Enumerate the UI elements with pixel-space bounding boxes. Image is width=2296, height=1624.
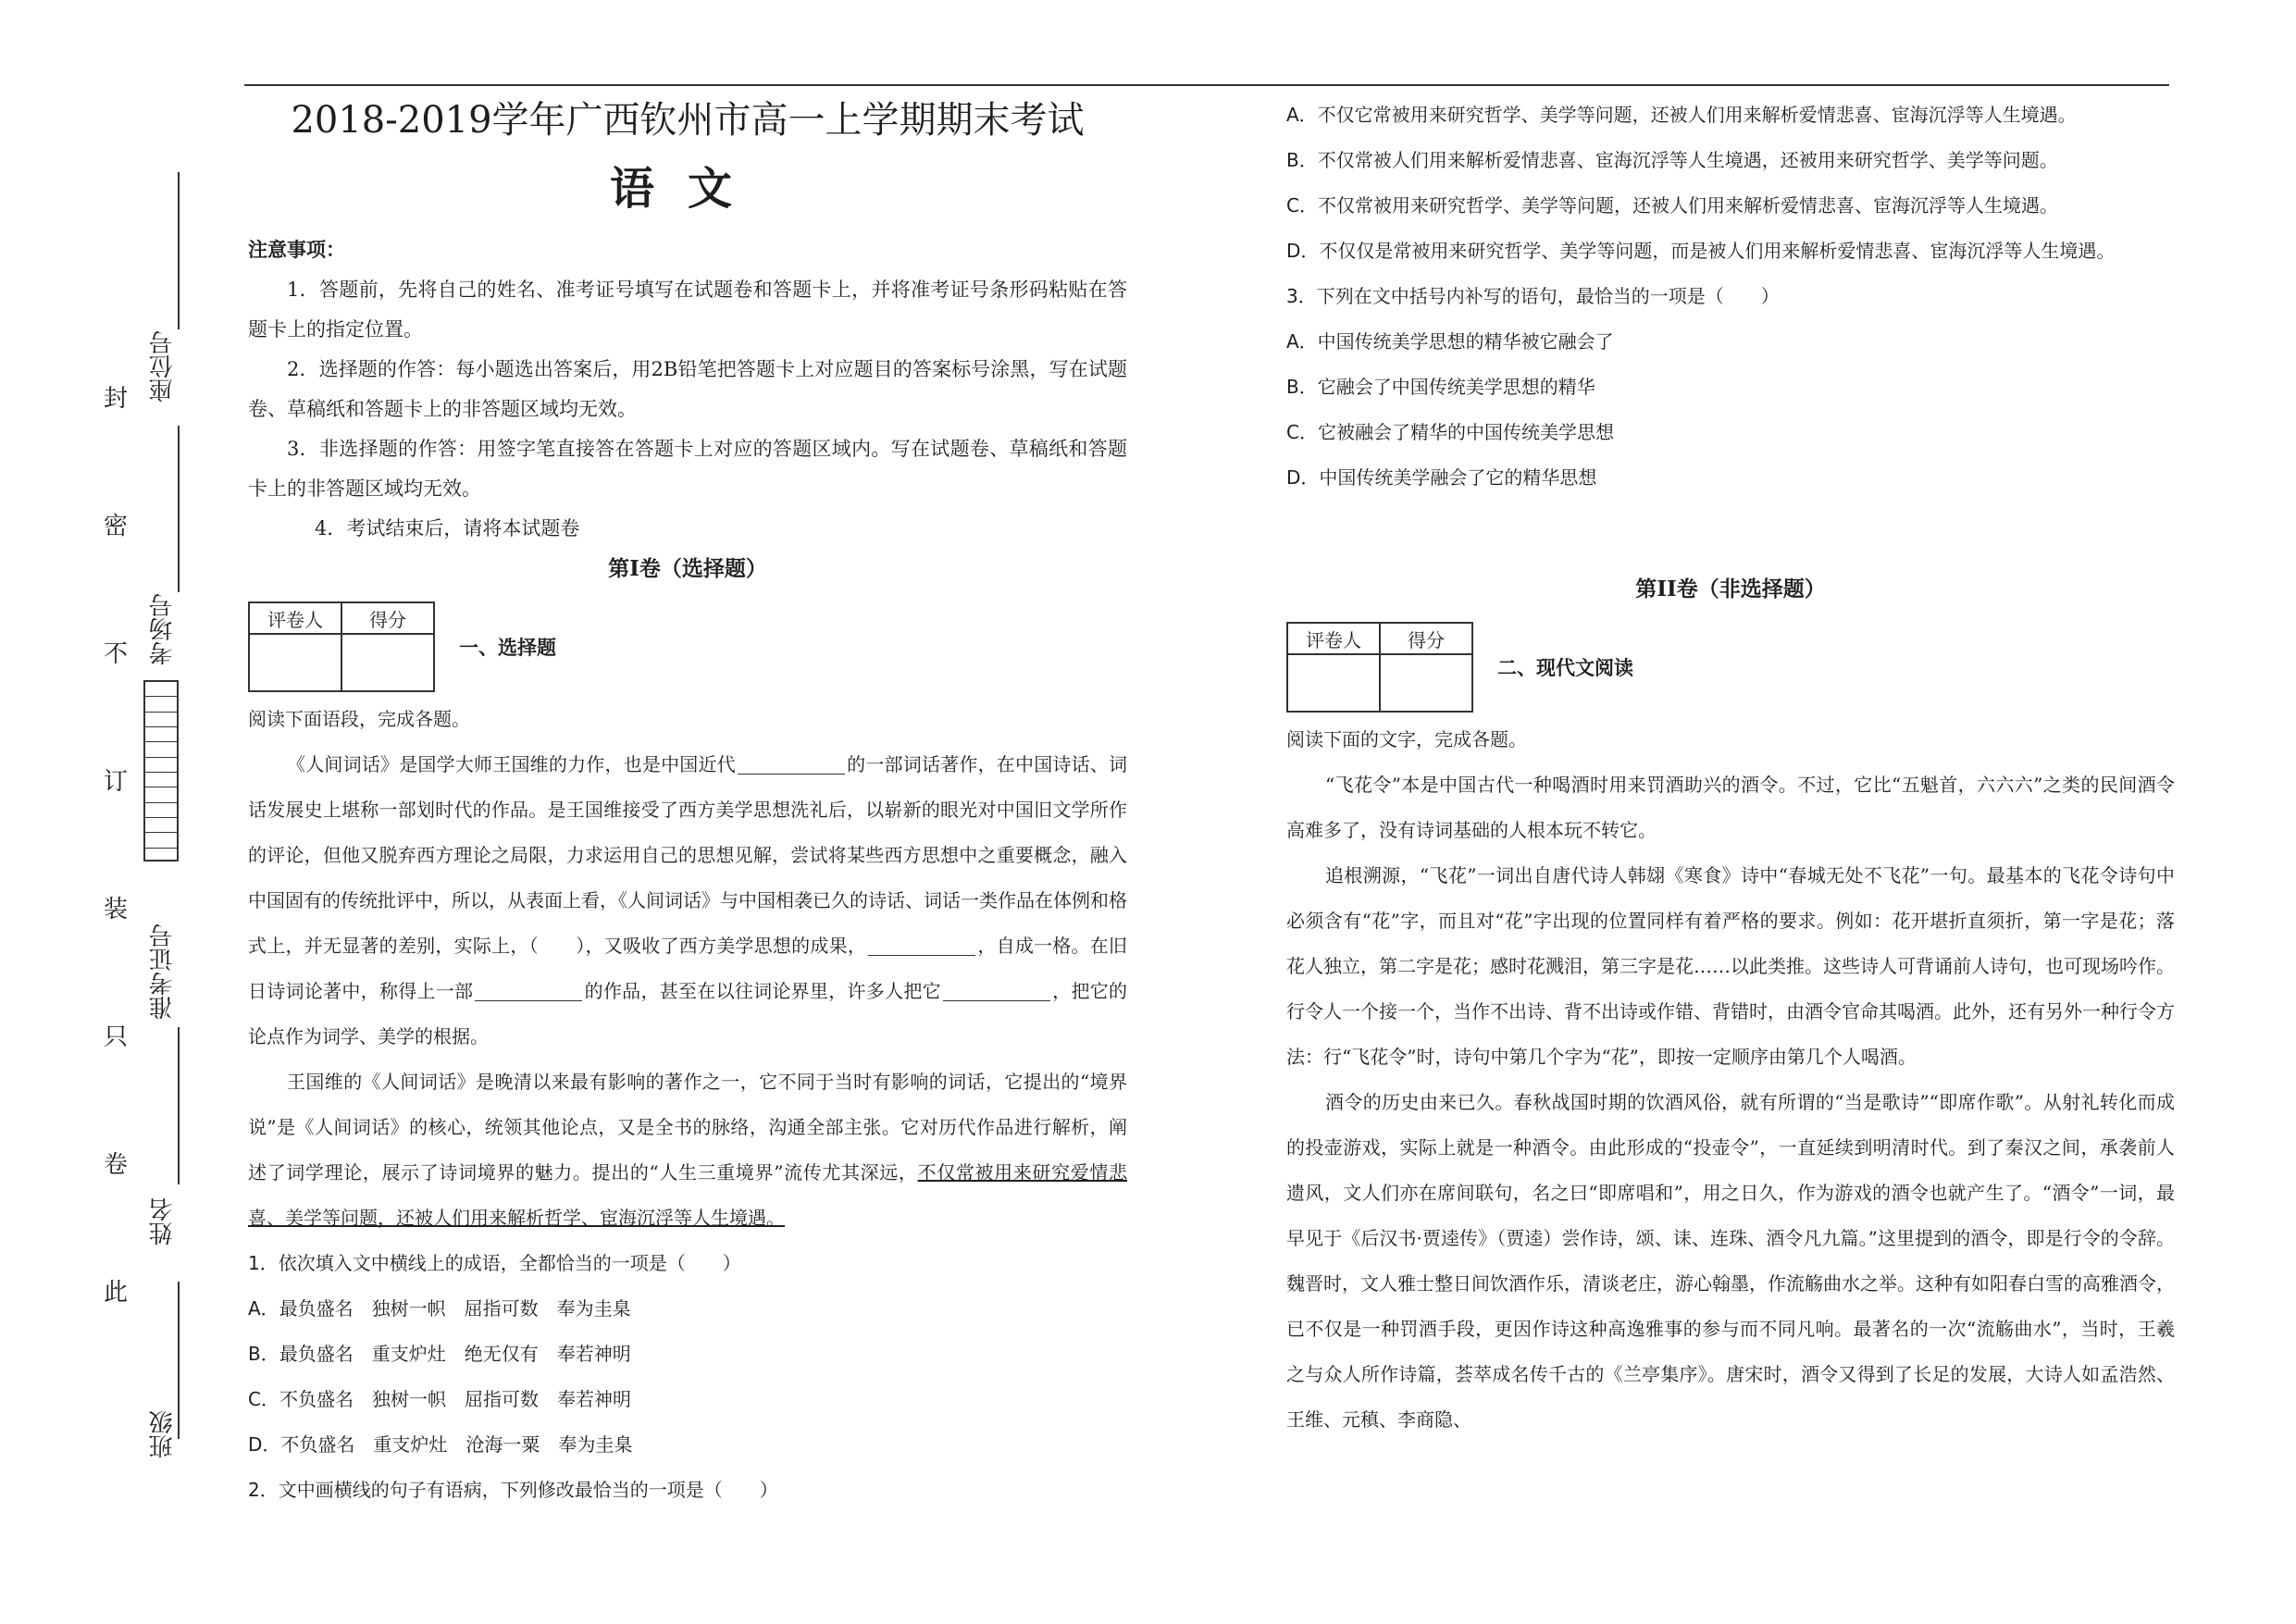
- binding-char: 只: [104, 1023, 129, 1051]
- score-table: [1286, 622, 1473, 713]
- fill-blank: [475, 980, 582, 1001]
- score-label: 得分: [341, 602, 434, 634]
- exam-title: 2018-2019学年广西钦州市高一上学期期末考试: [291, 99, 1085, 142]
- option: B．不仅常被人们用来解析爱情悲喜、宦海沉浮等人生境遇，还被用来研究哲学、美学等问题。: [1286, 149, 2058, 171]
- score-cell: [341, 634, 434, 691]
- part2-heading: 第II卷（非选择题）: [1635, 576, 1826, 601]
- question-stem: 3．下列在文中括号内补写的语句，最恰当的一项是（ ）: [1286, 285, 1780, 307]
- fill-blank: [943, 980, 1050, 1001]
- binding-char: 密: [104, 513, 129, 540]
- exam-room-field: 考场号: [148, 593, 177, 665]
- question-stem: 1．依次填入文中横线上的成语，全都恰当的一项是（ ）: [248, 1252, 741, 1274]
- passage-paragraph: 王国维的《人间词话》是晚清以来最有影响的著作之一，它不同于当时有影响的词话，它提出的“境界说”是《人间词话》的核心，统领其他论点，又是全书的脉络，沟通全部主张。它对历代作品进行解析，阐述了词学理论，展示了诗词境界的魅力。提出的“人生三重境界”流传尤其深远，不仅常被用来研究爱情悲喜、美学等问题，还被人们用来解析哲学、宦海沉浮等人生境遇。: [248, 1071, 1128, 1229]
- binding-char: 订: [104, 768, 129, 796]
- binding-char: 封: [104, 385, 129, 413]
- binding-char: 不: [104, 640, 129, 668]
- passage-paragraph: 追根溯源，“飞花”一词出自唐代诗人韩翃《寒食》诗中“春城无处不飞花”一句。最基本的飞花令诗句中必须含有“花”字，而且对“花”字出现的位置同样有着严格的要求。例如：花开堪折直须折，第一字是花；落花人独立，第二字是花；感时花溅泪，第三字是花……以此类推。这些诗人可背诵前人诗句，也可现场吟作。行令人一个接一个，当作不出诗、背不出诗或作错、背错时，由酒令官命其喝酒。此外，还有另外一种行令方法：行“飞花令”时，诗句中第几个字为“花”，即按一定顺序由第几个人喝酒。: [1286, 864, 2175, 1068]
- option: B．最负盛名 重支炉灶 绝无仅有 奉若神明: [248, 1343, 631, 1365]
- option: A．中国传统美学思想的精华被它融会了: [1286, 330, 1614, 353]
- passage-paragraph: 酒令的历史由来已久。春秋战国时期的饮酒风俗，就有所谓的“当是歌诗”“即席作歌”。从射礼转化而成的投壶游戏，实际上就是一种酒令。由此形成的“投壶令”，一直延续到明清时代。到了秦汉之间，承袭前人遗风，文人们亦在席间联句，名之曰“即席唱和”，用之日久，作为游戏的酒令也就产生了。“酒令”一词，最早见于《后汉书·贾逵传》（贾逵）尝作诗，颂、诔、连珠、酒令凡九篇。”这里提到的酒令，即是行令的令辞。魏晋时，文人雅士整日间饮酒作乐，清谈老庄，游心翰墨，作流觞曲水之举。这种有如阳春白雪的高雅酒令，已不仅是一种罚酒手段，更因作诗这种高逸雅事的参与而不同凡响。最著名的一次“流觞曲水”，当时，王羲之与众人所作诗篇，荟萃成名传千古的《兰亭集序》。唐宋时，酒令又得到了长足的发展，大诗人如孟浩然、王维、元稹、李商隐、: [1286, 1091, 2175, 1431]
- top-rule: [244, 84, 2169, 86]
- question-stem: 2．文中画横线的句子有语病，下列修改最恰当的一项是（ ）: [248, 1479, 778, 1501]
- option: D．中国传统美学融会了它的精华思想: [1286, 466, 1597, 489]
- notice-item: 1．答题前，先将自己的姓名、准考证号填写在试题卷和答题卡上，并将准考证号条形码粘贴在答题卡上的指定位置。: [248, 279, 1127, 341]
- underlined-sentence: 不仅常被用来研究爱情悲喜、美学等问题，还被人们用来解析哲学、宦海沉浮等人生境遇。: [248, 1161, 1128, 1229]
- binding-margin: [0, 0, 222, 1624]
- subject-title: 语文: [609, 163, 765, 215]
- name-field: 姓名: [148, 1197, 177, 1246]
- reading-intro: 阅读下面语段，完成各题。: [248, 708, 470, 730]
- exam-number-grid: [143, 680, 179, 862]
- option: C．它被融会了精华的中国传统美学思想: [1286, 421, 1614, 443]
- option: C．不负盛名 独树一帜 屈指可数 奉若神明: [248, 1388, 631, 1410]
- binding-char: 卷: [104, 1151, 129, 1179]
- grader-label: 评卷人: [249, 602, 341, 634]
- binding-char: 装: [104, 896, 129, 924]
- left-column: [248, 93, 1127, 1513]
- grader-cell: [1287, 654, 1380, 712]
- name-line: [178, 1027, 180, 1184]
- score-table: [248, 601, 435, 692]
- passage-paragraph: 《人间词话》是国学大师王国维的力作，也是中国近代 的一部词话著作，在中国诗话、词话发展史上堪称一部划时代的作品。是王国维接受了西方美学思想洗礼后，以崭新的眼光对中国旧文学所作的评论，但他又脱弃西方理论之局限，力求运用自己的思想见解，尝试将某些西方思想中之重要概念，融入中国固有的传统批评中，所以，从表面上看，《人间词话》与中国相袭已久的诗话、词话一类作品在体例和格式上，并无显著的差别，实际上，（ ），又吸收了西方美学思想的成果， ，自成一格。在旧日诗词论著中，称得上一部 的作品，甚至在以往词论界里，许多人把它 ，把它的论点作为词学、美学的根据。: [248, 753, 1128, 1048]
- score-box-2: [1286, 617, 2175, 717]
- fill-blank: [738, 753, 845, 775]
- right-column: [1286, 93, 2175, 1443]
- seat-line: [178, 172, 180, 329]
- notice-item: 3．非选择题的作答：用签字笔直接答在答题卡上对应的答题区域内。写在试题卷、草稿纸和答题卡上的非答题区域均无效。: [248, 438, 1127, 500]
- part1-heading: 第I卷（选择题）: [608, 556, 767, 581]
- option: C．不仅常被用来研究哲学、美学等问题，还被人们用来解析爱情悲喜、宦海沉浮等人生境遇。: [1286, 194, 2058, 217]
- notice-item: 4．考试结束后，请将本试题卷: [315, 517, 580, 539]
- option: A．不仅它常被用来研究哲学、美学等问题，还被人们用来解析爱情悲喜、宦海沉浮等人生境遇。: [1286, 104, 2077, 126]
- reading-intro: 阅读下面的文字，完成各题。: [1286, 728, 1527, 750]
- score-label: 得分: [1380, 623, 1472, 654]
- room-line: [178, 426, 180, 592]
- section-title: 二、现代文阅读: [1497, 656, 1633, 679]
- option: B．它融会了中国传统美学思想的精华: [1286, 376, 1595, 398]
- score-box-1: [248, 597, 1127, 697]
- section-title: 一、选择题: [459, 636, 556, 659]
- notice-item: 2．选择题的作答：每小题选出答案后，用2B铅笔把答题卡上对应题目的答案标号涂黑，写在试题卷、草稿纸和答题卡上的非答题区域均无效。: [248, 358, 1127, 420]
- class-field: 班级: [148, 1410, 177, 1458]
- fill-blank: [868, 935, 975, 956]
- binding-char: 此: [104, 1279, 129, 1307]
- grader-label: 评卷人: [1287, 623, 1380, 654]
- seat-number-field: 座位号: [148, 330, 177, 403]
- notice-heading: 注意事项：: [248, 238, 345, 261]
- option: D．不负盛名 重支炉灶 沧海一粟 奉为圭臬: [248, 1433, 633, 1456]
- grader-cell: [249, 634, 341, 691]
- score-cell: [1380, 654, 1472, 712]
- option: D．不仅仅是常被用来研究哲学、美学等问题，而是被人们用来解析爱情悲喜、宦海沉浮等人生境遇。: [1286, 240, 2116, 262]
- exam-id-field: 准考证号: [148, 924, 177, 1020]
- passage-paragraph: “飞花令”本是中国古代一种喝酒时用来罚酒助兴的酒令。不过，它比“五魁首，六六六”之类的民间酒令高难多了，没有诗词基础的人根本玩不转它。: [1286, 774, 2175, 841]
- option: A．最负盛名 独树一帜 屈指可数 奉为圭臬: [248, 1297, 631, 1320]
